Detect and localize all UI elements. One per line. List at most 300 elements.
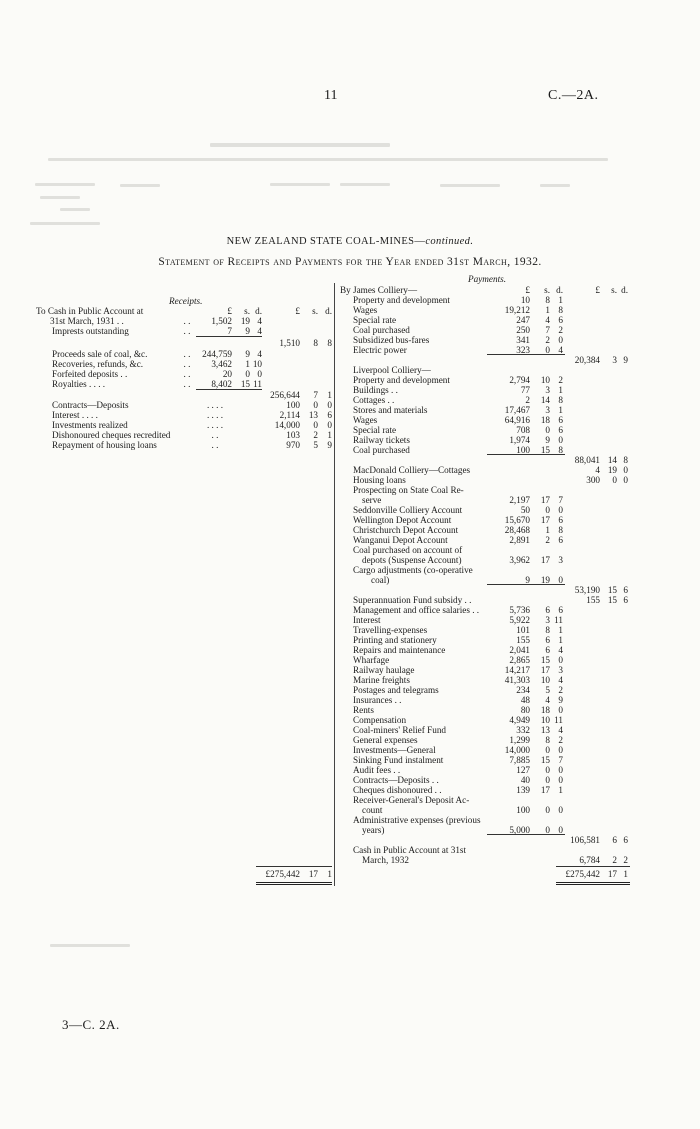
payment-inner-pence: 0 <box>558 705 563 715</box>
payment-inner-pence: 0 <box>558 335 563 345</box>
payment-inner-pence: 2 <box>558 685 563 695</box>
leader-dots: . . . . <box>206 410 224 420</box>
statement-subheading: Statement of Receipts and Payments for the Year ended 31st March, 1932. <box>158 256 542 268</box>
payment-label: Travelling-expenses <box>353 625 428 635</box>
payment-inner-pounds: 15,670 <box>504 515 530 525</box>
payment-inner-shillings: 2 <box>545 535 550 545</box>
payment-label: Railway haulage <box>353 665 415 675</box>
leader-dots: . . . . <box>206 400 224 410</box>
payment-inner-pounds: 2,041 <box>509 645 530 655</box>
receipt-outer-pence: d. <box>325 306 332 316</box>
payment-inner-shillings: 8 <box>545 625 550 635</box>
receipt-outer-pounds: 14,000 <box>274 420 300 430</box>
leader-dots: . . <box>183 326 191 336</box>
payment-inner-pence: 1 <box>558 405 563 415</box>
receipt-outer-pounds: 103 <box>286 430 300 440</box>
payments-total-row <box>0 869 700 880</box>
payment-outer-pence: 8 <box>623 455 628 465</box>
payment-inner-shillings: 15 <box>540 655 550 665</box>
payment-inner-shillings: 0 <box>545 775 550 785</box>
payment-inner-pence: 11 <box>554 615 563 625</box>
payment-label: Christchurch Depot Account <box>353 525 459 535</box>
payment-inner-shillings: 17 <box>540 515 550 525</box>
payment-label: By James Colliery— <box>340 285 418 295</box>
payment-inner-pence: 0 <box>558 655 563 665</box>
receipt-inner-pounds: 8,402 <box>211 379 232 389</box>
receipt-label: Dishonoured cheques recredited <box>52 430 171 440</box>
leader-dots: . . <box>183 349 191 359</box>
payment-inner-pence: 6 <box>558 515 563 525</box>
payment-inner-pence: 6 <box>558 535 563 545</box>
receipt-outer-shillings: 2 <box>313 430 318 440</box>
leader-dots: . . . . <box>206 420 224 430</box>
payment-label: Wellington Depot Account <box>353 515 452 525</box>
leader-dots: . . <box>183 369 191 379</box>
receipt-outer-pounds: 1,510 <box>279 338 300 348</box>
payment-inner-pounds: 17,467 <box>504 405 530 415</box>
payment-outer-shillings: 3 <box>612 355 617 365</box>
payment-label: Wharfage <box>353 655 390 665</box>
payment-outer-pounds: 155 <box>586 595 600 605</box>
payment-label: Electric power <box>353 345 407 355</box>
payment-inner-shillings: 8 <box>545 735 550 745</box>
heading-continued: continued. <box>425 236 474 247</box>
payment-inner-pence: 2 <box>558 325 563 335</box>
payment-inner-pounds: 2,865 <box>509 655 530 665</box>
receipt-outer-pounds: £ <box>295 306 300 316</box>
payments-title: Payments. <box>468 274 507 284</box>
payment-inner-pence: 4 <box>558 345 563 355</box>
receipt-outer-shillings: 5 <box>313 440 318 450</box>
payment-outer-pence: 6 <box>623 595 628 605</box>
payment-label: Insurances . . <box>353 695 402 705</box>
payment-inner-pence: 6 <box>558 415 563 425</box>
payment-inner-pounds: 127 <box>516 765 530 775</box>
payment-inner-pounds: 5,736 <box>509 605 530 615</box>
payment-inner-pence: 1 <box>558 295 563 305</box>
payment-inner-shillings: 4 <box>545 315 550 325</box>
receipt-inner-pence: 4 <box>257 326 262 336</box>
payment-inner-pounds: 323 <box>516 345 530 355</box>
receipt-outer-pence: 0 <box>327 420 332 430</box>
payment-label: Interest <box>353 615 381 625</box>
receipt-inner-pounds: 3,462 <box>211 359 232 369</box>
payment-inner-shillings: 0 <box>545 805 550 815</box>
payment-outer-shillings: s. <box>611 285 617 295</box>
payment-inner-pence: 7 <box>558 495 563 505</box>
payment-inner-pounds: 77 <box>520 385 530 395</box>
receipt-inner-shillings: 15 <box>240 379 250 389</box>
payments-subtotal-rule <box>487 834 565 835</box>
payment-inner-pence: 4 <box>558 725 563 735</box>
payment-label: Printing and stationery <box>353 635 437 645</box>
payment-label: Contracts—Deposits . . <box>353 775 439 785</box>
payment-inner-shillings: 4 <box>545 695 550 705</box>
payment-inner-pence: 1 <box>558 635 563 645</box>
payment-inner-pence: 1 <box>558 385 563 395</box>
payment-label: General expenses <box>353 735 418 745</box>
payment-inner-pounds: 4,949 <box>509 715 530 725</box>
payment-inner-pounds: 41,303 <box>504 675 530 685</box>
receipt-inner-shillings: s. <box>244 306 250 316</box>
payment-inner-shillings: 3 <box>545 405 550 415</box>
payment-label: March, 1932 <box>362 855 409 865</box>
payment-outer-pence: 2 <box>623 855 628 865</box>
payment-inner-pounds: 40 <box>520 775 530 785</box>
payment-label: depots (Suspense Account) <box>362 555 462 565</box>
payment-inner-pounds: 2,891 <box>509 535 530 545</box>
receipt-outer-pence: 8 <box>327 338 332 348</box>
payment-inner-pounds: 19,212 <box>504 305 530 315</box>
payment-inner-pounds: 10 <box>520 295 530 305</box>
payment-inner-pence: 8 <box>558 445 563 455</box>
receipt-label: Investments realized <box>52 420 128 430</box>
payment-inner-pounds: 48 <box>520 695 530 705</box>
payment-inner-pence: 3 <box>558 555 563 565</box>
receipt-label: Royalties . . . . <box>52 379 106 389</box>
payment-outer-pounds: 300 <box>586 475 600 485</box>
payment-inner-shillings: 17 <box>540 665 550 675</box>
payment-inner-pounds: 139 <box>516 785 530 795</box>
payment-label: Liverpool Colliery— <box>353 365 431 375</box>
page-number: 11 <box>324 88 338 103</box>
payment-outer-shillings: 6 <box>612 835 617 845</box>
receipt-inner-shillings: 0 <box>245 369 250 379</box>
receipt-label: To Cash in Public Account at <box>36 306 144 316</box>
payment-inner-shillings: 0 <box>545 505 550 515</box>
payment-inner-shillings: s. <box>544 285 550 295</box>
payment-outer-pence: 6 <box>623 585 628 595</box>
payment-inner-shillings: 0 <box>545 425 550 435</box>
statement-heading <box>0 236 700 247</box>
payment-label: Audit fees . . <box>353 765 401 775</box>
receipt-inner-shillings: 9 <box>245 326 250 336</box>
payment-inner-shillings: 18 <box>540 415 550 425</box>
payment-inner-pounds: 7,885 <box>509 755 530 765</box>
payment-inner-pence: 0 <box>558 775 563 785</box>
receipt-outer-pounds: 256,644 <box>270 390 300 400</box>
payment-outer-pence: 0 <box>623 465 628 475</box>
payment-inner-pence: 4 <box>558 675 563 685</box>
receipts-title: Receipts. <box>169 296 203 306</box>
payment-inner-pounds: 101 <box>516 625 530 635</box>
payment-inner-pounds: 100 <box>516 445 530 455</box>
payment-inner-pence: 8 <box>558 305 563 315</box>
payment-label: years) <box>362 825 385 835</box>
payment-outer-shillings: 14 <box>607 455 617 465</box>
payment-label: Housing loans <box>353 475 406 485</box>
payment-inner-pounds: 3,962 <box>509 555 530 565</box>
payment-outer-pence: 9 <box>623 355 628 365</box>
payment-inner-shillings: 6 <box>545 605 550 615</box>
payment-inner-shillings: 7 <box>545 325 550 335</box>
receipt-label: Recoveries, refunds, &c. <box>52 359 144 369</box>
receipt-label: Contracts—Deposits <box>52 400 129 410</box>
payment-label: Cargo adjustments (co-operative <box>353 565 473 575</box>
payment-inner-pounds: 1,299 <box>509 735 530 745</box>
receipt-label: Interest . . . . <box>52 410 98 420</box>
payment-inner-pounds: 5,000 <box>509 825 530 835</box>
payment-inner-pounds: 2,197 <box>509 495 530 505</box>
receipt-inner-pence: 4 <box>257 349 262 359</box>
payment-inner-pounds: 234 <box>516 685 530 695</box>
receipt-label: Imprests outstanding <box>52 326 129 336</box>
payment-inner-pence: 6 <box>558 605 563 615</box>
receipt-label: Forfeited deposits . . <box>52 369 128 379</box>
receipt-inner-shillings: 1 <box>245 359 250 369</box>
payment-outer-pounds: 20,384 <box>574 355 600 365</box>
payment-label: Management and office salaries . . <box>353 605 480 615</box>
payment-inner-pence: 1 <box>558 785 563 795</box>
payment-outer-shillings: 0 <box>612 475 617 485</box>
payments-row <box>0 855 700 866</box>
receipt-inner-pounds: 20 <box>222 369 232 379</box>
payment-inner-shillings: 0 <box>545 745 550 755</box>
payment-inner-pence: 6 <box>558 315 563 325</box>
payment-label: Wages <box>353 305 378 315</box>
payment-inner-shillings: 3 <box>545 385 550 395</box>
payment-label: Marine freights <box>353 675 410 685</box>
leader-dots: . . <box>183 379 191 389</box>
payment-inner-shillings: 1 <box>545 305 550 315</box>
payment-label: Prospecting on State Coal Re- <box>353 485 464 495</box>
receipt-outer-pounds: 2,114 <box>279 410 300 420</box>
payment-inner-shillings: 17 <box>540 555 550 565</box>
payment-inner-pounds: 80 <box>520 705 530 715</box>
payment-inner-pence: 2 <box>558 375 563 385</box>
payment-inner-pounds: 2,794 <box>509 375 530 385</box>
receipt-outer-pence: 6 <box>327 410 332 420</box>
payment-outer-pence: 0 <box>623 475 628 485</box>
payments-total-pence: 1 <box>623 869 628 879</box>
receipt-outer-pence: 0 <box>327 400 332 410</box>
receipts-total-double-rule <box>256 882 332 885</box>
payment-inner-pence: 2 <box>558 735 563 745</box>
payment-outer-pounds: 53,190 <box>574 585 600 595</box>
payment-inner-shillings: 10 <box>540 375 550 385</box>
payment-label: Rents <box>353 705 374 715</box>
payment-inner-pence: 0 <box>558 805 563 815</box>
payment-label: Receiver-General's Deposit Ac- <box>353 795 470 805</box>
receipt-label: Repayment of housing loans <box>52 440 157 450</box>
payment-inner-shillings: 1 <box>545 525 550 535</box>
payment-label: Wages <box>353 415 378 425</box>
payment-inner-pounds: 50 <box>520 505 530 515</box>
receipt-outer-shillings: 7 <box>313 390 318 400</box>
payment-label: count <box>362 805 383 815</box>
receipt-outer-pence: 1 <box>327 390 332 400</box>
payment-label: serve <box>362 495 382 505</box>
payment-label: Postages and telegrams <box>353 685 439 695</box>
receipt-inner-shillings: 19 <box>240 316 250 326</box>
payment-inner-pounds: 64,916 <box>504 415 530 425</box>
payment-label: Property and development <box>353 295 450 305</box>
receipts-total-rule <box>256 866 332 867</box>
payment-inner-pounds: 14,000 <box>504 745 530 755</box>
receipt-inner-pence: 0 <box>257 369 262 379</box>
payment-inner-pence: 7 <box>558 755 563 765</box>
payment-inner-shillings: 13 <box>540 725 550 735</box>
payment-inner-pounds: 2 <box>525 395 530 405</box>
payment-label: Compensation <box>353 715 407 725</box>
receipt-outer-pence: 1 <box>327 430 332 440</box>
payment-inner-pounds: 708 <box>516 425 530 435</box>
receipt-inner-pence: 10 <box>252 359 262 369</box>
payment-inner-pounds: 250 <box>516 325 530 335</box>
payments-total-pounds: £275,442 <box>565 869 600 879</box>
leader-dots: . . <box>211 430 219 440</box>
payment-label: Special rate <box>353 315 397 325</box>
payment-label: Coal-miners' Relief Fund <box>353 725 447 735</box>
payment-inner-shillings: 6 <box>545 635 550 645</box>
payment-outer-pounds: 106,581 <box>570 835 600 845</box>
receipts-total-shillings: 17 <box>308 869 318 879</box>
payment-inner-shillings: 18 <box>540 705 550 715</box>
payment-label: Property and development <box>353 375 450 385</box>
payment-inner-pounds: 155 <box>516 635 530 645</box>
payment-label: Investments—General <box>353 745 436 755</box>
payment-inner-pounds: 100 <box>516 805 530 815</box>
payment-inner-pounds: 5,922 <box>509 615 530 625</box>
payment-inner-shillings: 0 <box>545 765 550 775</box>
payment-outer-shillings: 19 <box>607 465 617 475</box>
leader-dots: . . <box>183 359 191 369</box>
leader-dots: . . <box>183 316 191 326</box>
payments-total-double-rule <box>556 882 630 885</box>
receipt-outer-shillings: 0 <box>313 420 318 430</box>
receipt-inner-pounds: 1,502 <box>211 316 232 326</box>
payment-inner-pence: 9 <box>558 695 563 705</box>
receipt-outer-pounds: 100 <box>286 400 300 410</box>
payment-inner-pounds: 9 <box>525 575 530 585</box>
payment-inner-shillings: 0 <box>545 345 550 355</box>
payment-inner-pence: 0 <box>558 435 563 445</box>
receipt-inner-pounds: 7 <box>227 326 232 336</box>
payments-total-rule <box>556 866 630 867</box>
payment-label: Seddonville Colliery Account <box>353 505 463 515</box>
receipt-outer-shillings: 8 <box>313 338 318 348</box>
payment-label: MacDonald Colliery—Cottages <box>353 465 471 475</box>
receipt-inner-pence: 4 <box>257 316 262 326</box>
payment-inner-shillings: 10 <box>540 715 550 725</box>
payment-inner-shillings: 6 <box>545 645 550 655</box>
payment-inner-shillings: 14 <box>540 395 550 405</box>
receipt-inner-pence: d. <box>255 306 262 316</box>
receipt-outer-shillings: 0 <box>313 400 318 410</box>
payment-outer-pounds: 6,784 <box>579 855 600 865</box>
leader-dots: . . <box>211 440 219 450</box>
payment-inner-shillings: 8 <box>545 295 550 305</box>
payment-inner-shillings: 17 <box>540 495 550 505</box>
payments-subtotal-rule <box>487 584 565 585</box>
payment-label: Repairs and maintenance <box>353 645 446 655</box>
payment-inner-pounds: 28,468 <box>504 525 530 535</box>
payment-inner-pence: 0 <box>558 825 563 835</box>
receipts-total-pence: 1 <box>327 869 332 879</box>
payment-label: Cash in Public Account at 31st <box>353 845 467 855</box>
payment-label: Superannuation Fund subsidy . . <box>353 595 472 605</box>
payment-label: Coal purchased <box>353 445 410 455</box>
receipt-inner-pounds: 244,759 <box>202 349 232 359</box>
payment-inner-pence: 4 <box>558 645 563 655</box>
payment-label: coal) <box>371 575 390 585</box>
payment-inner-pence: 11 <box>554 715 563 725</box>
payment-outer-pence: 6 <box>623 835 628 845</box>
receipt-inner-pence: 11 <box>253 379 262 389</box>
payment-inner-shillings: 9 <box>545 435 550 445</box>
payment-inner-shillings: 10 <box>540 675 550 685</box>
page-footer: 3—C. 2A. <box>62 1017 120 1032</box>
payment-inner-shillings: 5 <box>545 685 550 695</box>
payment-outer-shillings: 2 <box>612 855 617 865</box>
payment-label: Cheques dishonoured . . <box>353 785 442 795</box>
payments-subtotal-rule <box>487 454 565 455</box>
payment-inner-pounds: 247 <box>516 315 530 325</box>
page-reference: C.—2A. <box>548 88 599 103</box>
payment-label: Sinking Fund instalment <box>353 755 444 765</box>
payment-inner-pence: 0 <box>558 745 563 755</box>
payment-outer-pounds: 88,041 <box>574 455 600 465</box>
payment-inner-shillings: 15 <box>540 755 550 765</box>
heading-main: NEW ZEALAND STATE COAL-MINES— <box>226 236 426 247</box>
payment-label: Coal purchased <box>353 325 410 335</box>
payment-inner-pence: 8 <box>558 525 563 535</box>
receipt-outer-pounds: 970 <box>286 440 300 450</box>
payment-inner-shillings: 15 <box>540 445 550 455</box>
payment-inner-shillings: 3 <box>545 615 550 625</box>
payment-inner-pounds: 14,217 <box>504 665 530 675</box>
payment-label: Administrative expenses (previous <box>353 815 481 825</box>
payment-outer-pounds: £ <box>595 285 600 295</box>
payment-inner-pence: 0 <box>558 765 563 775</box>
payment-inner-shillings: 19 <box>540 575 550 585</box>
payment-inner-pence: 0 <box>558 575 563 585</box>
payment-inner-pence: 8 <box>558 395 563 405</box>
receipt-label: 31st March, 1931 . . <box>50 316 124 326</box>
receipt-outer-pence: 9 <box>327 440 332 450</box>
payments-total-shillings: 17 <box>607 869 617 879</box>
payment-outer-shillings: 15 <box>607 595 617 605</box>
payment-outer-pence: d. <box>621 285 628 295</box>
receipt-inner-pounds: £ <box>227 306 232 316</box>
payment-inner-shillings: 2 <box>545 335 550 345</box>
payment-inner-pounds: 1,974 <box>509 435 530 445</box>
payment-inner-pence: 0 <box>558 505 563 515</box>
payment-label: Cottages . . <box>353 395 395 405</box>
payment-label: Buildings . . <box>353 385 398 395</box>
payment-label: Special rate <box>353 425 397 435</box>
payment-label: Stores and materials <box>353 405 428 415</box>
payment-inner-pence: d. <box>556 285 563 295</box>
payment-inner-pounds: 341 <box>516 335 530 345</box>
payment-inner-pence: 6 <box>558 425 563 435</box>
payments-subtotal-rule <box>487 354 565 355</box>
receipt-inner-shillings: 9 <box>245 349 250 359</box>
receipt-outer-shillings: 13 <box>308 410 318 420</box>
payment-label: Subsidized bus-fares <box>353 335 430 345</box>
payment-label: Coal purchased on account of <box>353 545 463 555</box>
payment-outer-shillings: 15 <box>607 585 617 595</box>
payment-outer-pounds: 4 <box>595 465 600 475</box>
payment-label: Railway tickets <box>353 435 410 445</box>
receipts-total-pounds: £275,442 <box>265 869 300 879</box>
receipt-label: Proceeds sale of coal, &c. <box>52 349 148 359</box>
receipt-outer-shillings: s. <box>312 306 318 316</box>
payment-inner-pence: 3 <box>558 665 563 675</box>
payment-inner-shillings: 17 <box>540 785 550 795</box>
payment-label: Wanganui Depot Account <box>353 535 448 545</box>
payment-inner-pounds: £ <box>525 285 530 295</box>
